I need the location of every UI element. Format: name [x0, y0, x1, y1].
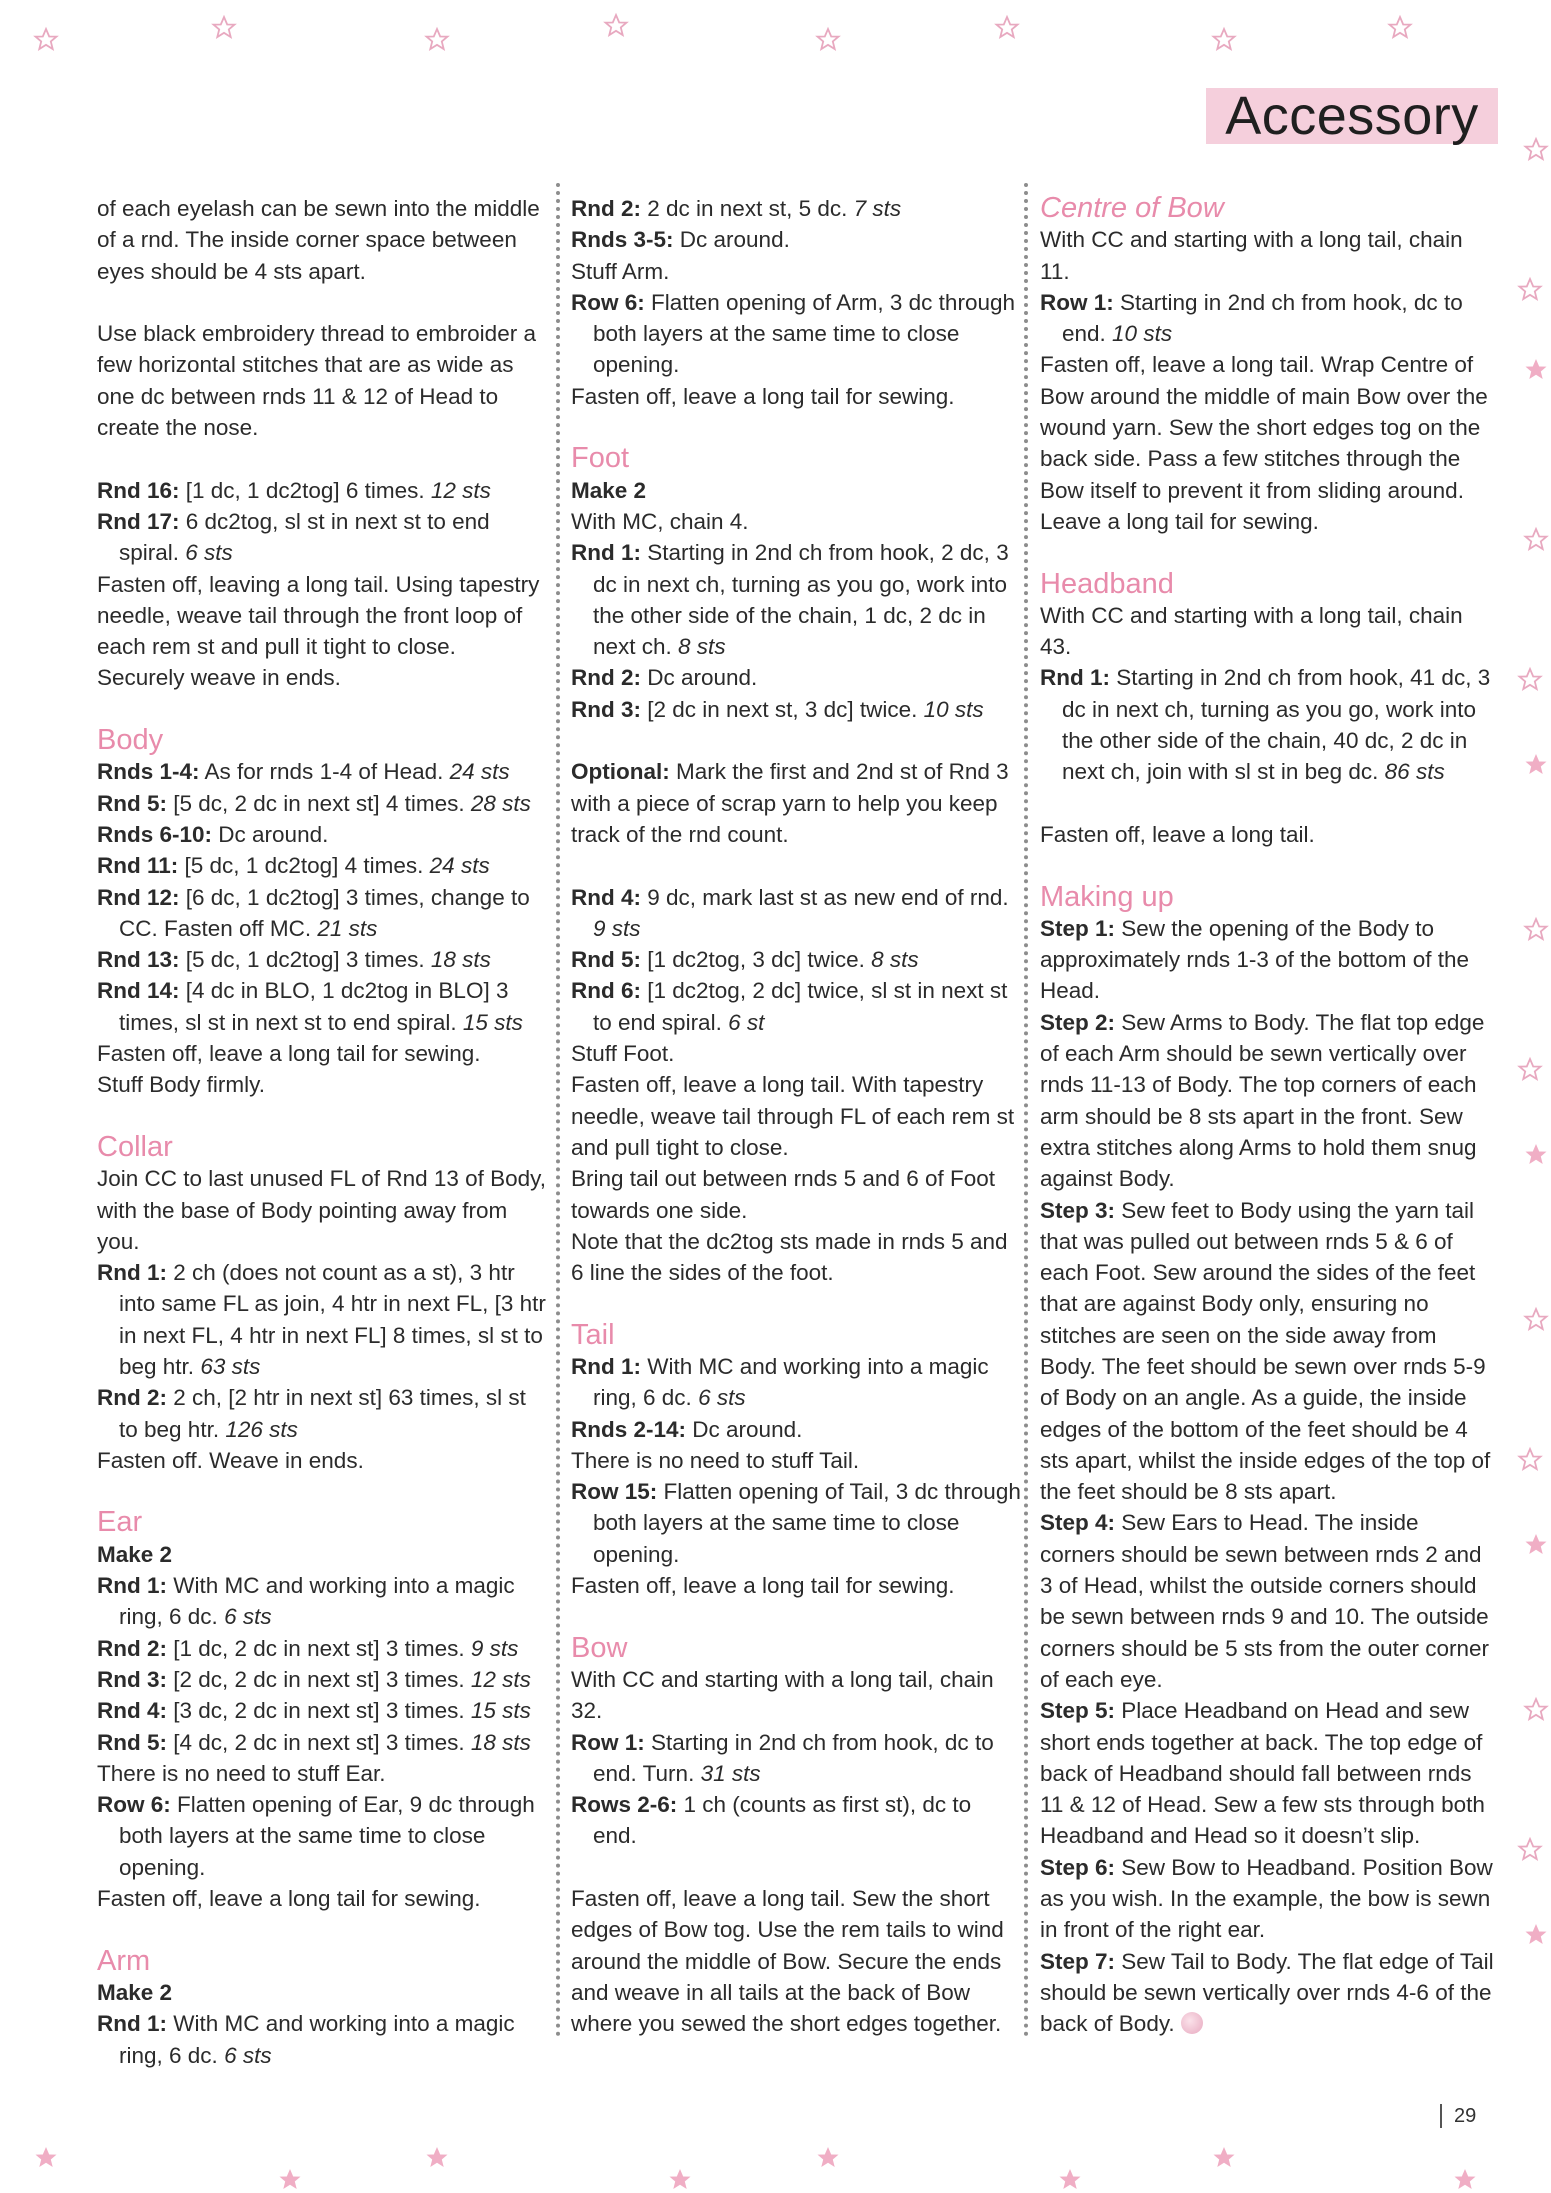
paragraph: Stuff Body firmly.: [97, 1072, 265, 1098]
row-label: Rows 2-6:: [571, 1792, 678, 1818]
paragraph: With MC, chain 4.: [571, 508, 749, 534]
row-instruction: Sew Ears to Head. The inside corners should be sewn between rnds 2 and 3 of Head, whilst the outside corners should be sewn between rnds 9 and 10. The outside corners should be 5 sts from the outer corner of each eye.: [1040, 1510, 1489, 1692]
row-label: Rnd 6:: [571, 978, 641, 1004]
paragraph: of each eyelash can be sewn into the middle of a rnd. The inside corner space between eyes should be 4 sts apart.: [97, 196, 540, 284]
making-up-step: [1040, 1007, 1495, 1195]
stitch-count: 10 sts: [923, 696, 984, 722]
row-instruction: [5 dc, 1 dc2tog] 3 times.: [179, 947, 431, 973]
pattern-row: [571, 1476, 1021, 1570]
pattern-row: [571, 1789, 1021, 1852]
row-label: Row 15:: [571, 1479, 658, 1505]
page-number: 29: [1440, 2104, 1476, 2128]
spacer: [97, 694, 547, 725]
row-label: Rnd 1:: [97, 1573, 167, 1599]
row-label: Rnd 12:: [97, 884, 180, 910]
stitch-count: 9 sts: [593, 915, 641, 941]
stitch-count: 15 sts: [462, 1009, 523, 1035]
row-instruction: [2 dc in next st, 3 dc] twice.: [641, 696, 924, 722]
stitch-count: 8 sts: [871, 947, 919, 973]
row-instruction: [3 dc, 2 dc in next st] 3 times.: [167, 1698, 471, 1724]
paragraph: Stuff Foot.: [571, 1041, 675, 1067]
pattern-row: [571, 537, 1021, 662]
pattern-row: [97, 1664, 547, 1695]
row-instruction: Starting in 2nd ch from hook, dc to end.: [1062, 289, 1463, 347]
stitch-count: 6 sts: [224, 2042, 272, 2068]
row-instruction: 2 ch (does not count as a st), 3 htr into same FL as join, 4 htr in next FL, [3 htr in next FL, 4 htr in next FL] 8 times, sl st to beg htr.: [119, 1260, 546, 1379]
pattern-row: [571, 1414, 1021, 1445]
row-label: Row 1:: [571, 1729, 645, 1755]
spacer: [97, 443, 547, 474]
row-instruction: Flatten opening of Arm, 3 dc through both layers at the same time to close opening.: [593, 289, 1015, 378]
row-instruction: 2 dc in next st, 5 dc.: [641, 196, 854, 221]
row-instruction: [1 dc, 1 dc2tog] 6 times.: [179, 477, 431, 503]
row-instruction: Sew the opening of the Body to approximately rnds 1-3 of the bottom of the Head.: [1040, 915, 1469, 1004]
pattern-row: [97, 944, 547, 975]
row-label: Step 6:: [1040, 1854, 1116, 1880]
stitch-count: 6 sts: [224, 1604, 272, 1630]
paragraph: Note that the dc2tog sts made in rnds 5 and 6 line the sides of the foot.: [571, 1228, 1008, 1286]
paragraph: Fasten off, leave a long tail. Sew the short edges of Bow tog. Use the rem tails to wind around the middle of Bow. Secure the ends and weave in all tails at the back of Bow where you sewed the short edges together.: [571, 1886, 1004, 2037]
making-up-step: [1040, 1946, 1495, 2040]
paragraph: With CC and starting with a long tail, chain 32.: [571, 1666, 994, 1724]
pattern-row: [97, 2008, 547, 2071]
pattern-row: [97, 819, 547, 850]
stitch-count: 6 st: [728, 1009, 765, 1035]
paragraph: Fasten off. Weave in ends.: [97, 1447, 364, 1473]
row-label: Rnd 1:: [571, 1353, 641, 1379]
row-instruction: Sew Tail to Body. The flat edge of Tail should be sewn vertically over rnds 4-6 of the back of Body.: [1040, 1948, 1494, 2037]
paragraph: There is no need to stuff Tail.: [571, 1447, 860, 1473]
spacer: [97, 287, 547, 318]
row-label: Optional:: [571, 759, 670, 785]
row-label: Rnd 4:: [97, 1698, 167, 1724]
row-label: Rnd 1:: [1040, 665, 1110, 691]
pattern-row: [571, 975, 1021, 1038]
pattern-row: [571, 662, 1021, 693]
row-instruction: [6 dc, 1 dc2tog] 3 times, change to CC. Fasten off MC.: [119, 884, 530, 941]
row-instruction: Sew feet to Body using the yarn tail that was pulled out between rnds 5 & 6 of each Foot. Sew around the sides of the feet that are against Body only, ensuring no stitches are seen on the side away from Body. The feet should be sewn over rnds 5-9 of Body on an angle. As a guide, the inside edges of the bottom of the feet should be 4 sts apart, whilst the inside edges of the top of the feet should be 8 sts apart.: [1040, 1197, 1491, 1505]
stitch-count: 24 sts: [429, 853, 490, 879]
spacer: [1040, 537, 1495, 568]
paragraph: Bring tail out between rnds 5 and 6 of Foot towards one side.: [571, 1166, 996, 1223]
paragraph: Stuff Arm.: [571, 258, 670, 284]
row-label: Rnd 4:: [571, 884, 641, 910]
row-instruction: [4 dc in BLO, 1 dc2tog in BLO] 3 times, sl st in next st to end spiral.: [119, 978, 509, 1035]
section-heading: Foot: [571, 442, 630, 475]
pattern-row: [97, 1382, 547, 1445]
stitch-count: 18 sts: [430, 947, 491, 973]
pattern-row: [97, 1570, 547, 1633]
row-instruction: As for rnds 1-4 of Head.: [199, 759, 450, 785]
stitch-count: 28 sts: [470, 790, 531, 816]
section-tag: [1206, 88, 1498, 144]
pattern-row: [97, 788, 547, 819]
row-label: Step 4:: [1040, 1510, 1116, 1536]
section-heading: Making up: [1040, 880, 1174, 913]
row-label: Step 2:: [1040, 1009, 1116, 1035]
row-instruction: Flatten opening of Tail, 3 dc through both layers at the same time to close opening.: [593, 1479, 1021, 1567]
column-2: [571, 193, 1021, 2040]
stitch-count: 10 sts: [1112, 321, 1173, 347]
row-label: Rnd 2:: [571, 196, 641, 221]
row-instruction: 2 ch, [2 htr in next st] 63 times, sl st to beg htr.: [119, 1385, 526, 1442]
row-label: Rnd 5:: [97, 790, 167, 816]
pattern-row: [97, 850, 547, 881]
row-instruction: With MC and working into a magic ring, 6 dc.: [119, 2011, 515, 2068]
row-label: Rnd 17:: [97, 508, 180, 534]
stitch-count: 6 sts: [185, 540, 233, 566]
row-label: Rnd 3:: [571, 696, 641, 722]
paragraph: Join CC to last unused FL of Rnd 13 of Body, with the base of Body pointing away from you.: [97, 1166, 547, 1254]
row-label: Step 1:: [1040, 915, 1116, 941]
row-label: Row 6:: [97, 1792, 171, 1818]
section-heading: Arm: [97, 1944, 151, 1977]
row-instruction: 9 dc, mark last st as new end of rnd.: [641, 884, 1009, 910]
row-label: Rnd 3:: [97, 1666, 167, 1692]
row-label: Rnd 5:: [97, 1729, 167, 1755]
subheading: Make 2: [571, 477, 647, 503]
row-label: Row 6:: [571, 289, 645, 315]
row-instruction: [1 dc2tog, 3 dc] twice.: [641, 947, 872, 973]
making-up-step: [1040, 913, 1495, 1007]
column-divider-1: [556, 183, 560, 2038]
pattern-row: [97, 882, 547, 945]
spacer: [571, 412, 1021, 443]
pattern-row: [571, 193, 1021, 224]
stitch-count: 21 sts: [317, 915, 378, 941]
row-label: Rnd 13:: [97, 947, 180, 973]
pattern-row: [571, 694, 1021, 725]
pattern-row: [571, 944, 1021, 975]
section-heading: Headband: [1040, 567, 1174, 600]
section-heading: Collar: [97, 1130, 173, 1163]
pattern-row: [571, 287, 1021, 381]
section-heading: Ear: [97, 1506, 143, 1539]
row-instruction: [1 dc, 2 dc in next st] 3 times.: [167, 1635, 471, 1661]
spacer: [571, 1601, 1021, 1632]
spacer: [571, 725, 1021, 756]
section-title: Accessory: [1225, 86, 1479, 146]
stitch-count: 63 sts: [200, 1353, 261, 1379]
row-label: Rnd 11:: [97, 853, 179, 879]
stitch-count: 126 sts: [225, 1416, 298, 1442]
pattern-row: [97, 475, 547, 506]
row-label: Row 1:: [1040, 289, 1114, 315]
stitch-count: 7 sts: [853, 196, 902, 221]
row-instruction: Dc around.: [673, 227, 790, 253]
row-label: Rnd 1:: [97, 1260, 167, 1286]
pattern-row: [571, 1727, 1021, 1790]
pattern-row: [97, 1789, 547, 1883]
spacer: [97, 1101, 547, 1132]
row-instruction: [5 dc, 1 dc2tog] 4 times.: [178, 853, 430, 879]
subheading: Make 2: [97, 1979, 173, 2005]
section-heading: Centre of Bow: [1040, 192, 1224, 224]
making-up-step: [1040, 1507, 1495, 1695]
row-instruction: Dc around.: [212, 821, 329, 847]
spacer: [1040, 850, 1495, 881]
row-instruction: [5 dc, 2 dc in next st] 4 times.: [167, 790, 471, 816]
paragraph: Fasten off, leave a long tail for sewing.: [97, 1886, 481, 1912]
column-divider-2: [1024, 183, 1028, 2038]
paragraph: Fasten off, leave a long tail. Wrap Centre of Bow around the middle of main Bow over the wound yarn. Sew the short edges tog on the back side. Pass a few stitches through the Bow itself to prevent it from sliding around. Leave a long tail for sewing.: [1040, 352, 1488, 534]
row-label: Rnd 2:: [97, 1635, 167, 1661]
optional-note: [571, 756, 1021, 850]
row-label: Rnd 1:: [571, 540, 641, 566]
row-instruction: Sew Arms to Body. The flat top edge of each Arm should be sewn vertically over rnds 11-13 of Body. The top corners of each arm should be 8 sts apart in the front. Sew extra stitches along Arms to hold them snug against Body.: [1040, 1009, 1485, 1192]
paragraph: Fasten off, leave a long tail for sewing.: [571, 1573, 955, 1599]
stitch-count: 8 sts: [678, 634, 726, 660]
pattern-row: [97, 975, 547, 1038]
stitch-count: 18 sts: [470, 1729, 531, 1755]
row-label: Rnd 1:: [97, 2011, 167, 2037]
paragraph: Use black embroidery thread to embroider a few horizontal stitches that are as wide as one dc between rnds 11 & 12 of Head to create the nose.: [97, 321, 536, 441]
row-label: Rnds 6-10:: [97, 821, 213, 847]
row-instruction: Starting in 2nd ch from hook, 41 dc, 3 dc in next ch, turning as you go, work into the other side of the chain, 40 dc, 2 dc in next ch, join with sl st in beg dc.: [1062, 665, 1491, 785]
row-label: Rnds 2-14:: [571, 1416, 687, 1442]
pattern-row: [1040, 287, 1495, 350]
pattern-row: [97, 1633, 547, 1664]
row-instruction: Starting in 2nd ch from hook, dc to end. Turn.: [593, 1729, 994, 1786]
row-instruction: 6 dc2tog, sl st in next st to end spiral.: [119, 508, 490, 566]
row-label: Step 3:: [1040, 1197, 1116, 1223]
section-heading: Tail: [571, 1318, 615, 1351]
row-label: Rnd 5:: [571, 947, 641, 973]
row-label: Rnds 3-5:: [571, 227, 674, 253]
stitch-count: 86 sts: [1384, 759, 1445, 785]
row-label: Rnds 1-4:: [97, 759, 200, 785]
row-instruction: 1 ch (counts as first st), dc to end.: [593, 1792, 972, 1849]
stitch-count: 12 sts: [430, 477, 491, 503]
row-label: Rnd 2:: [97, 1385, 167, 1411]
row-instruction: Sew Bow to Headband. Position Bow as you wish. In the example, the bow is sewn in front of the right ear.: [1040, 1854, 1493, 1943]
pattern-row: [1040, 662, 1495, 787]
spacer: [571, 1852, 1021, 1883]
spacer: [97, 1914, 547, 1945]
stitch-count: 12 sts: [470, 1666, 531, 1692]
stitch-count: 15 sts: [470, 1698, 531, 1724]
yarn-ball-icon: [1181, 2012, 1203, 2034]
paragraph: Fasten off, leave a long tail for sewing.: [571, 383, 955, 409]
pattern-row: [571, 882, 1021, 945]
row-instruction: Flatten opening of Ear, 9 dc through both layers at the same time to close opening.: [119, 1792, 535, 1880]
pattern-row: [97, 506, 547, 569]
paragraph: Fasten off, leave a long tail.: [1040, 821, 1315, 847]
paragraph: Fasten off, leave a long tail for sewing.: [97, 1041, 481, 1067]
pattern-row: [97, 1727, 547, 1758]
paragraph: With CC and starting with a long tail, chain 43.: [1040, 602, 1463, 660]
row-instruction: [2 dc, 2 dc in next st] 3 times.: [167, 1666, 471, 1692]
row-label: Rnd 2:: [571, 665, 641, 691]
row-instruction: Starting in 2nd ch from hook, 2 dc, 3 dc in next ch, turning as you go, work into the other side of the chain, 1 dc, 2 dc in next ch.: [593, 540, 1009, 660]
pattern-row: [97, 1257, 547, 1382]
column-1: [97, 193, 547, 2071]
pattern-row: [97, 1695, 547, 1726]
making-up-step: [1040, 1195, 1495, 1508]
spacer: [571, 850, 1021, 881]
row-instruction: [1 dc2tog, 2 dc] twice, sl st in next st to end spiral.: [593, 978, 1008, 1035]
pattern-row: [97, 756, 547, 787]
row-instruction: Mark the first and 2nd st of Rnd 3 with a piece of scrap yarn to help you keep track of the rnd count.: [571, 759, 1009, 847]
paragraph: Fasten off, leave a long tail. With tapestry needle, weave tail through FL of each rem st and pull tight to close.: [571, 1072, 1015, 1160]
section-heading: Body: [97, 724, 164, 757]
spacer: [1040, 788, 1495, 819]
subheading: Make 2: [97, 1541, 173, 1567]
section-heading: Bow: [571, 1631, 628, 1664]
row-label: Step 5:: [1040, 1698, 1116, 1724]
row-instruction: Dc around.: [686, 1416, 803, 1442]
making-up-step: [1040, 1695, 1495, 1851]
row-instruction: [4 dc, 2 dc in next st] 3 times.: [167, 1729, 471, 1755]
making-up-step: [1040, 1852, 1495, 1946]
spacer: [571, 1288, 1021, 1319]
pattern-row: [571, 1351, 1021, 1414]
column-3: [1040, 193, 1495, 2040]
paragraph: Fasten off, leaving a long tail. Using tapestry needle, weave tail through the front loop of each rem st and pull it tight to close. Securely weave in ends.: [97, 571, 540, 691]
stitch-count: 9 sts: [470, 1635, 519, 1661]
row-instruction: With MC and working into a magic ring, 6 dc.: [119, 1573, 515, 1630]
row-label: Step 7:: [1040, 1948, 1116, 1974]
row-instruction: Dc around.: [641, 665, 758, 691]
paragraph: There is no need to stuff Ear.: [97, 1760, 386, 1786]
row-instruction: With MC and working into a magic ring, 6 dc.: [593, 1353, 989, 1411]
paragraph: With CC and starting with a long tail, chain 11.: [1040, 227, 1463, 284]
pattern-row: [571, 224, 1021, 255]
stitch-count: 31 sts: [700, 1760, 761, 1786]
row-label: Rnd 16:: [97, 477, 180, 503]
row-label: Rnd 14:: [97, 978, 180, 1004]
row-instruction: Place Headband on Head and sew short ends together at back. The top edge of back of Headband should fall between rnds 11 & 12 of Head. Sew a few sts through both Headband and Head so it doesn’t slip.: [1040, 1698, 1485, 1849]
spacer: [97, 1476, 547, 1507]
stitch-count: 24 sts: [449, 759, 510, 785]
stitch-count: 6 sts: [698, 1385, 746, 1411]
